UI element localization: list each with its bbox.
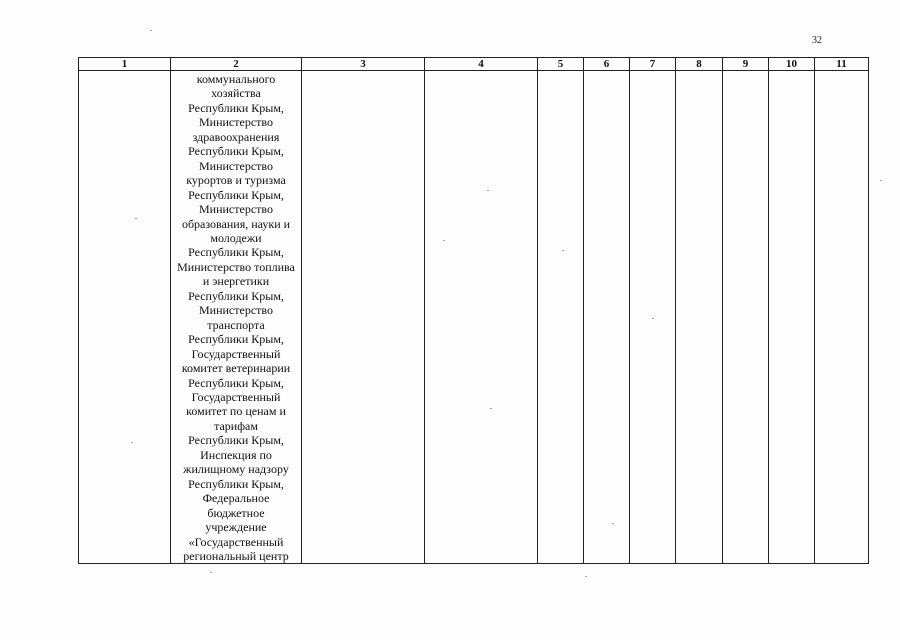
cell-text-line: Министерство топлива bbox=[177, 259, 295, 274]
cell-text-line: здравоохранения bbox=[192, 129, 280, 144]
cell-text-line: учреждение bbox=[205, 520, 267, 535]
cell-text-line: Республики Крым, bbox=[188, 375, 284, 390]
cell-text-line: Республики Крым, bbox=[188, 245, 284, 260]
cell-text-line: Республики Крым, bbox=[188, 100, 284, 115]
header-row bbox=[79, 58, 869, 71]
cell-text-line: «Государственный bbox=[188, 534, 284, 549]
cell-col-6 bbox=[584, 71, 630, 564]
column-header-10: 10 bbox=[769, 58, 815, 71]
cell-col-1 bbox=[79, 71, 171, 564]
cell-col-3 bbox=[302, 71, 425, 564]
cell-text-line: Республики Крым, bbox=[188, 288, 284, 303]
cell-text-line: Министерство bbox=[199, 115, 273, 130]
cell-text-line: хозяйства bbox=[211, 86, 261, 101]
cell-text-line: Республики Крым, bbox=[188, 332, 284, 347]
scan-speck bbox=[443, 240, 445, 241]
cell-text-line: Федеральное bbox=[202, 491, 270, 506]
cell-col-9 bbox=[723, 71, 769, 564]
cell-col-2-organizations bbox=[171, 71, 302, 564]
cell-text-line: Республики Крым, bbox=[188, 476, 284, 491]
cell-text-line: образования, науки и bbox=[181, 216, 291, 231]
column-header-1: 1 bbox=[79, 58, 171, 71]
column-header-7: 7 bbox=[630, 58, 676, 71]
column-header-9: 9 bbox=[723, 58, 769, 71]
cell-col-11 bbox=[815, 71, 869, 564]
scan-speck bbox=[150, 30, 152, 31]
cell-text-line: региональный центр bbox=[183, 548, 289, 563]
table-row bbox=[79, 71, 869, 564]
column-header-6: 6 bbox=[584, 58, 630, 71]
scan-speck bbox=[487, 190, 489, 191]
column-header-11: 11 bbox=[815, 58, 869, 71]
cell-text-line: транспорта bbox=[207, 317, 265, 332]
cell-text-line: Республики Крым, bbox=[188, 433, 284, 448]
scan-speck bbox=[210, 572, 212, 573]
cell-text-line: курортов и туризма bbox=[186, 173, 286, 188]
cell-text-line: Государственный bbox=[191, 389, 281, 404]
cell-text-line: коммунального bbox=[196, 72, 276, 86]
scan-speck bbox=[880, 180, 882, 181]
cell-text-line: бюджетное bbox=[207, 505, 265, 520]
cell-text-line: Министерство bbox=[199, 303, 273, 318]
cell-col-8 bbox=[676, 71, 723, 564]
cell-text-line: Республики Крым, bbox=[188, 187, 284, 202]
page-number: 32 bbox=[812, 35, 822, 46]
column-header-4: 4 bbox=[425, 58, 538, 71]
scan-speck bbox=[562, 250, 564, 251]
cell-text-line: молодежи bbox=[210, 230, 262, 245]
scan-speck bbox=[652, 318, 654, 319]
cell-text-line: Министерство bbox=[199, 158, 273, 173]
scan-speck bbox=[612, 523, 614, 524]
cell-text-line: Государственный bbox=[191, 346, 281, 361]
cell-text-line: Республики Крым, bbox=[188, 144, 284, 159]
cell-text-line: комитет ветеринарии bbox=[181, 361, 291, 376]
column-header-2: 2 bbox=[171, 58, 302, 71]
scan-speck bbox=[135, 218, 137, 219]
column-header-8: 8 bbox=[676, 58, 723, 71]
cell-text-line: Министерство bbox=[199, 202, 273, 217]
cell-col-10 bbox=[769, 71, 815, 564]
data-table bbox=[78, 57, 869, 564]
column-header-3: 3 bbox=[302, 58, 425, 71]
scan-speck bbox=[131, 442, 133, 443]
scan-speck bbox=[585, 576, 587, 577]
cell-col-5 bbox=[538, 71, 584, 564]
cell-col-4 bbox=[425, 71, 538, 564]
cell-text-line: тарифам bbox=[214, 418, 258, 433]
cell-text-line: комитет по ценам и bbox=[186, 404, 286, 419]
cell-text-line: Инспекция по bbox=[200, 447, 272, 462]
scan-speck bbox=[490, 408, 492, 409]
cell-text-line: и энергетики bbox=[202, 274, 270, 289]
column-header-5: 5 bbox=[538, 58, 584, 71]
cell-text-line: жилищному надзору bbox=[183, 462, 289, 477]
